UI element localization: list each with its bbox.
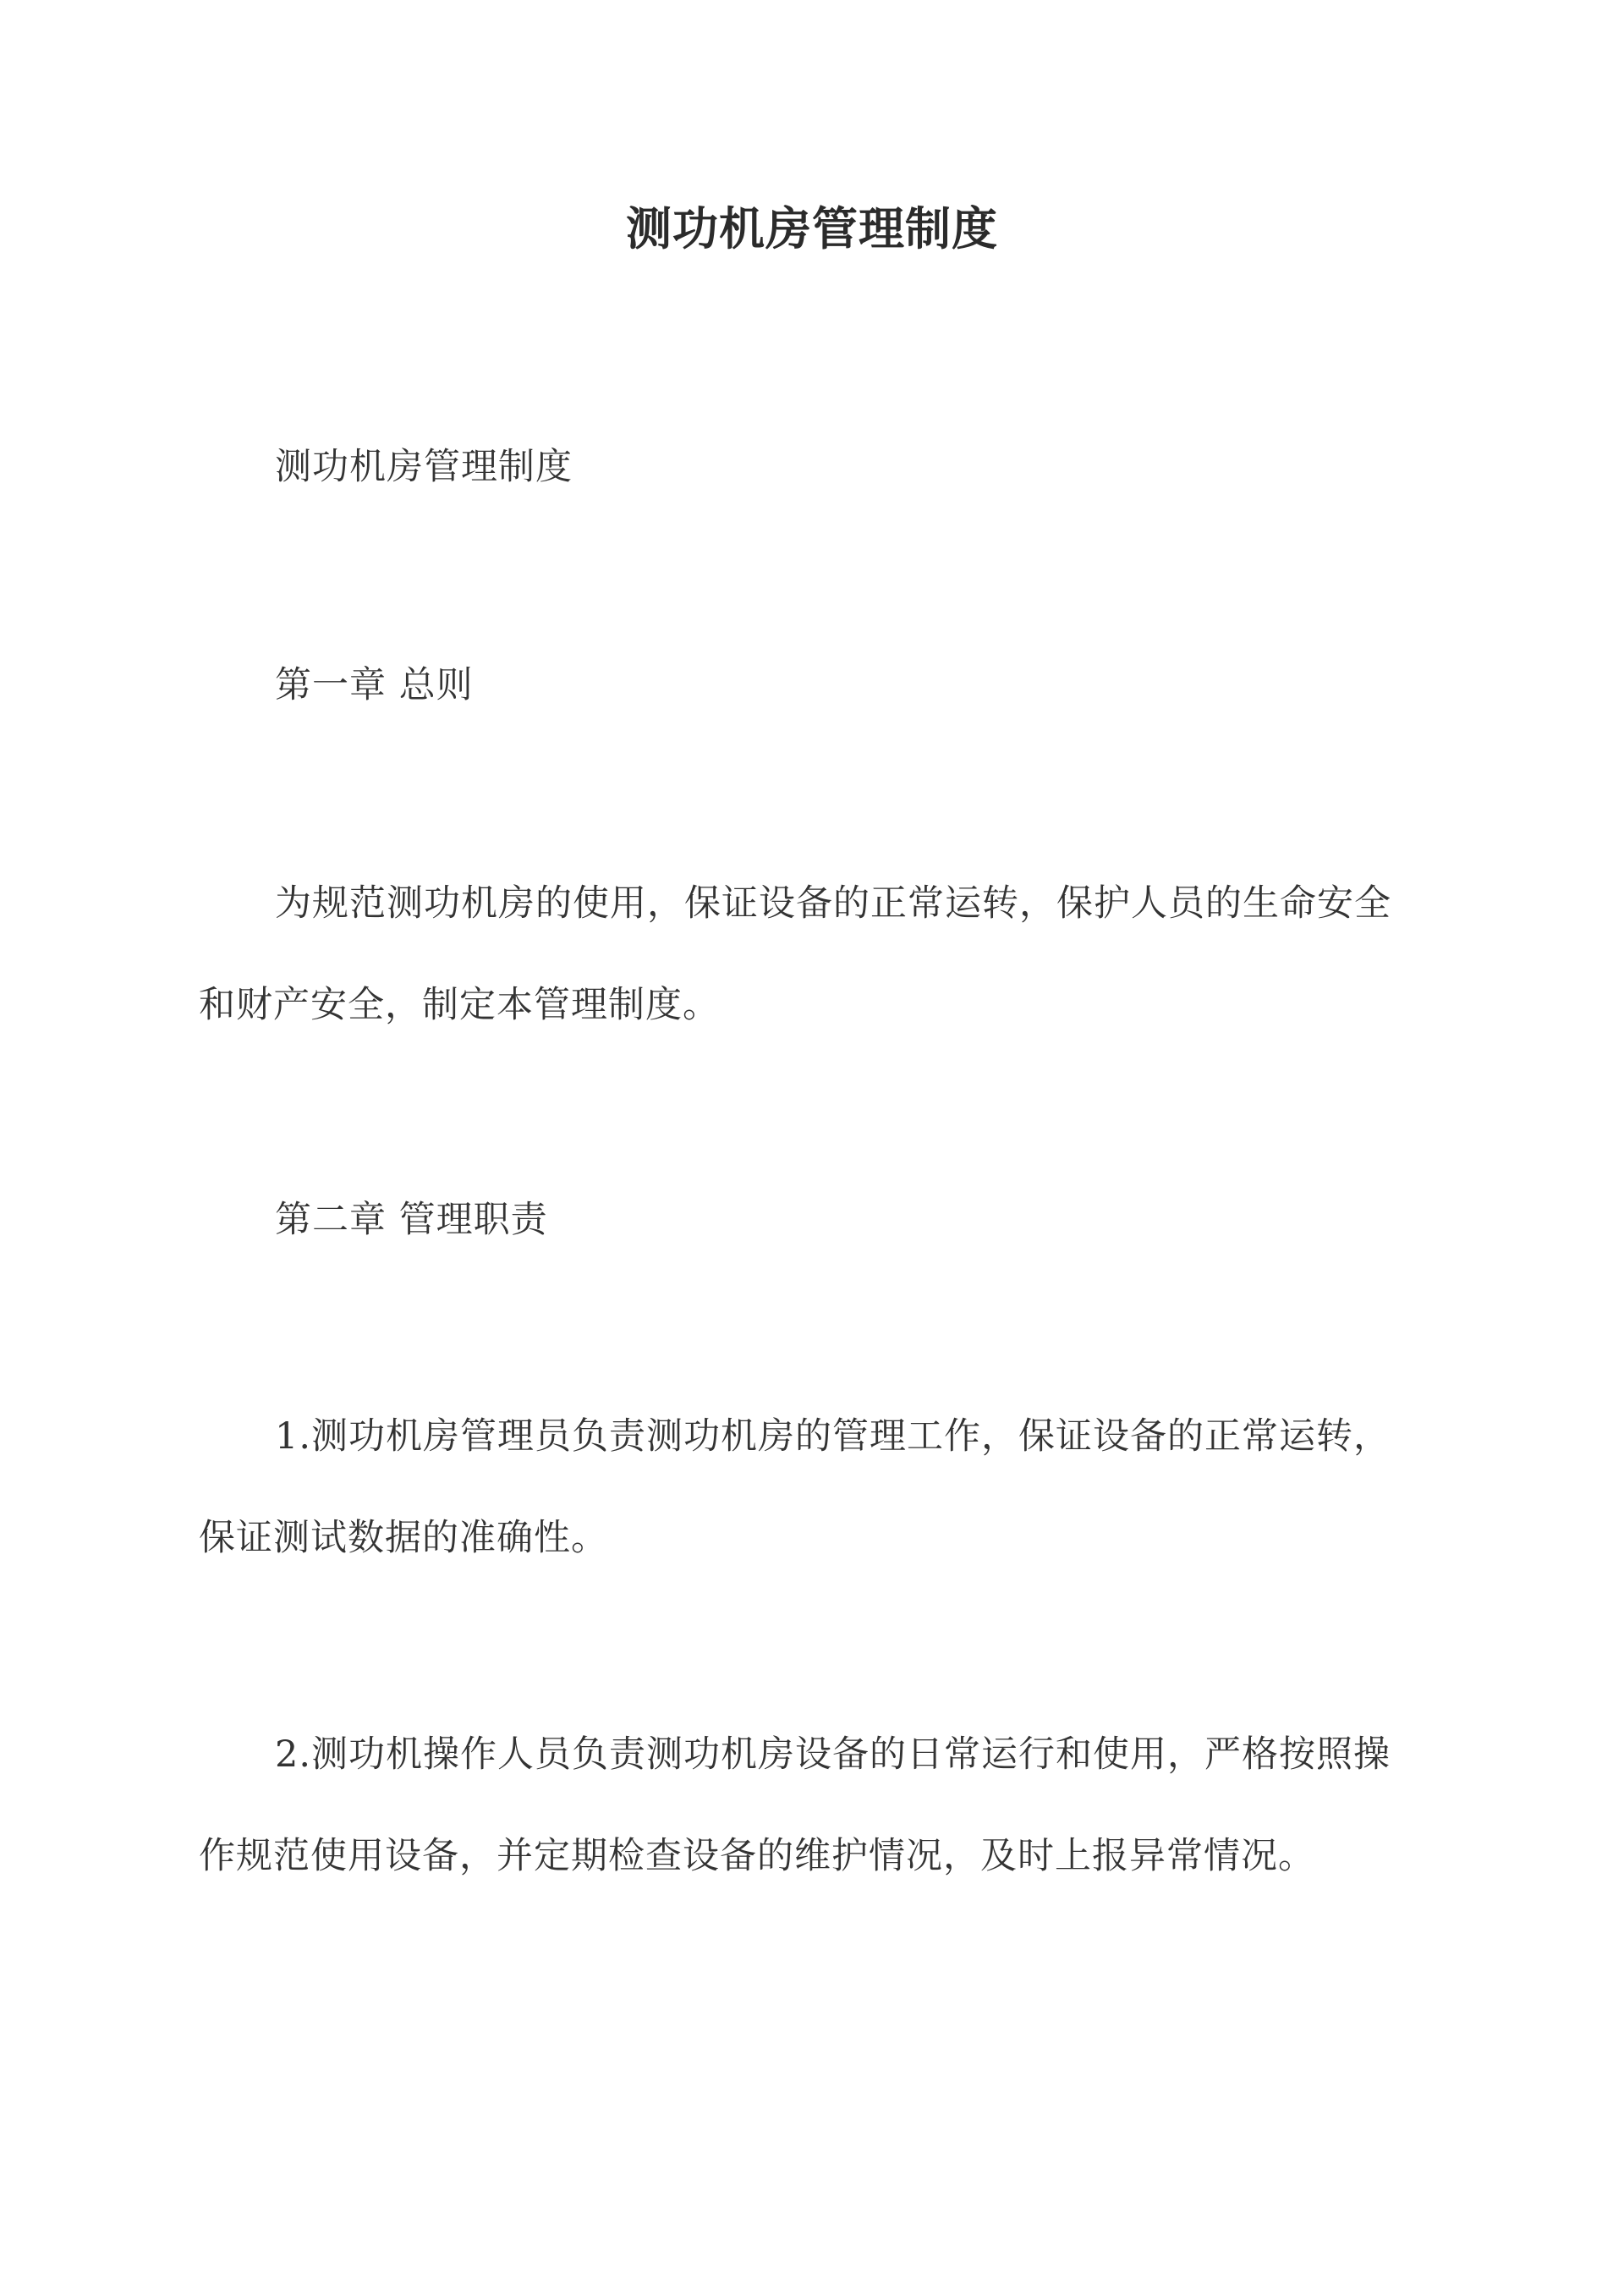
- paragraph-1-line-2: 和财产安全，制定本管理制度。: [199, 984, 720, 1026]
- chapter-2-heading: 第二章 管理职责: [275, 1199, 548, 1241]
- document-subtitle: 测功机房管理制度: [275, 446, 573, 488]
- paragraph-1-line-1: 为规范测功机房的使用，保证设备的正常运转，保护人员的生命安全: [275, 882, 1391, 925]
- item-2-line-2: 作规范使用设备，并定期检查设备的维护情况，及时上报异常情况。: [199, 1835, 1315, 1877]
- document-title: 测功机房管理制度: [626, 201, 998, 255]
- item-2-line-1: 2.测功机操作人员负责测功机房设备的日常运行和使用，严格按照操: [275, 1733, 1391, 1776]
- item-1-line-1: 1.测功机房管理员负责测功机房的管理工作，保证设备的正常运转，: [275, 1415, 1391, 1458]
- item-1-line-2: 保证测试数据的准确性。: [199, 1517, 608, 1559]
- chapter-1-heading: 第一章 总则: [275, 664, 474, 706]
